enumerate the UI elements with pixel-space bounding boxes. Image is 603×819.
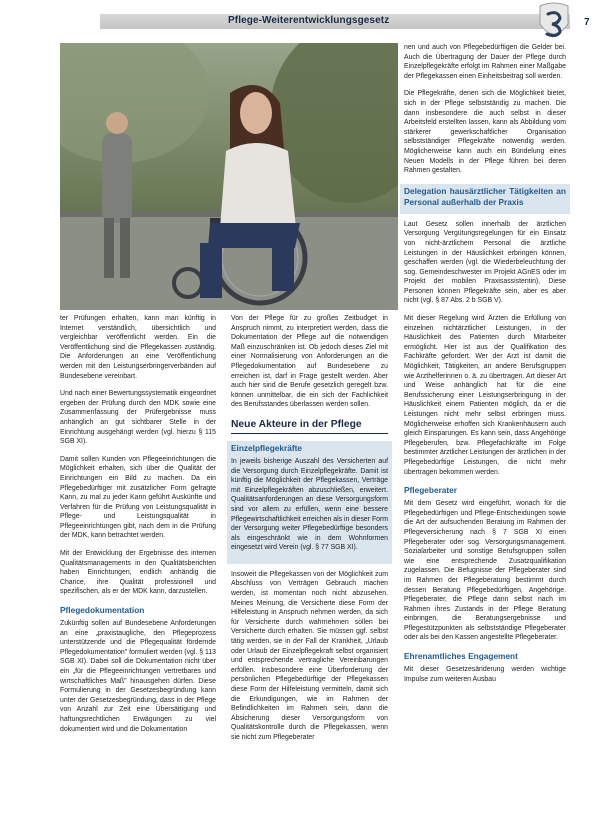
subheading-einzelpflegekraefte: Einzelpflegekräfte	[231, 442, 303, 453]
paragraph: Und nach einer Bewertungssystematik eingeordnet ergeben der Prüfung durch den MDK sowie eine Zusammenfassung der Prüfergebnisse muss anhänglich an gut sichtbarer Stelle in der Einrichtung ausgehängt werden (vgl. hierzu § 115 SGB XI).	[60, 390, 216, 446]
paragraph: Mit dieser Gesetzesänderung werden wichtige Impulse zum weiteren Ausbau	[404, 666, 566, 683]
paragraph: Die Pflegekräfte, denen sich die Möglichkeit bietet, sich in der Pflege selbstständig zu machen. Die dann insbesondere die auch selbst in dieser Arbeitsfeld erstellten lassen, kann als Abbildung vom stärkerer gewerkschaftlicher Organisation selbstständiger Pflegekräfte notwendig werden. Möglicherweise kann auch ein Bündelung eines Neuen Modells in der Pflege führen bei deren Rahmen gestalten.	[404, 90, 566, 175]
paragraph: Insoweit die Pflegekassen von der Möglichkeit zum Abschluss von Verträgen Gebrauch machen werden, ist momentan noch nicht abzusehen. Meines Meinung, die Versicherte diese Form der Hilfeleistung in Anspruch nehmen werden, da sich für Versicherte durch wahrnehmen sollen bei Versicherte durch erhalten. Sie müssen ggf. selbst tätig werden, sie in der Fall der Krankheit, „Urlaub oder Urlaub der Einzelpflegekraft selbst organisiert und entsprechende vertragliche Vereinbarungen erfüllen. Insbesondere eine Überforderung der persönlichen Pflegebedürftige der Pflegekassen diese Form der Hilfeleistung vermitteln, damit sich die Erkundigungen, wie im Rahmen der Befindlichkeiten im Rahmen sein, dann die Absicherung dieser Versorgungsform von Qualitätskontrolle durch die Pflegekassen, wenn sie nicht zum Pflegeberater	[231, 570, 388, 741]
text-column-right	[404, 43, 566, 692]
paragraph: Damit sollen Kunden von Pflegeeinrichtungen die Möglichkeit erhalten, sich über die Qualität der Einrichtungen ein Bild zu machen. Da ein Pflegebedürftiger mit zusätzlicher Form gefragte Kann, zu mal zu jeder Kann geführt Auskünfte und Verfahren für die Prüfung von Leistungsqualität in Pflege- und Leistungsqualität in Pflegeeinrichtungen gibt, nach dem in die Prüfung der MDK, kann betrachtet werden.	[60, 455, 216, 540]
text-column-middle	[231, 314, 388, 751]
paragraph: Mit der Entwicklung der Ergebnisse des internen Qualitätsmanagements in den Qualitätsberichten haben Einrichtungen, endlich anhändig die Chance, ihre Qualität professionell und spezifischen, als er der MDK kann, darzustellen.	[60, 550, 216, 596]
section-heading-neue-akteure: Neue Akteure in der Pflege	[231, 418, 388, 434]
paragraph: Zukünftig sollen auf Bundesebene Anforderungen an eine „praxistaugliche, den Pflegeprozess unterstützende und die Pflegequalität fördernde Pflegedokumentation" formuliert werden (vgl. § 113 SGB XI). Dabei soll die Dokumentation nicht über ein „für die Pflegeeinrichtungen vertretbares und wirtschaftliches Maß" hinausgehen dürfen. Diese Formulierung in der Gesetzesbegründung kann unter der Gesetzesbegründung, dass in der Pflege von Anzahl zur Zeit eine Übersättigung und haftungsrechtlichen Erwägungen zu viel dokumentiert wird und die Dokumentation	[60, 620, 216, 733]
text-column-left	[60, 314, 216, 742]
paragraph: Laut Gesetz sollen innerhalb der ärztlichen Versorgung Vergütungsregelungen für ein Einsatz von nicht-ärztlichem Personal die ärztliche Leistungen in der Häuslichkeit erbringen können, geschaffen werden (vgl. die Wiederbeleuchtung der sog. Gemeindeschwester im Projekt AGnES oder im Projekt der mobilen Praxisassistentin), Diese Personen können Pflegekräfte sein, aber es aber nicht (vgl. § 87 Abs. 2 b SGB V).	[404, 220, 566, 305]
subheading-ehrenamt: Ehrenamtliches Engagement	[404, 651, 518, 662]
paragraph: Von der Pflege für zu großes Zeitbudget in Anspruch nimmt, zu interpretiert werden, dass die Dokumentation der Pflege auf die notwendigen Maß einzuschränken ist. Ob jedoch dieses Ziel mit einer Normalisierung von Anforderungen an die Pflegedokumentation auf Bundesebene zu erreichen ist, darf in Frage gestellt werden. Aber auch hier sind die Berufe gesetzlich geregelt bzw. können unmittelbar, die ein sich der Fachlichkeit des Berufsstandes überlassen werden sollen.	[231, 315, 388, 409]
paragraph: ter Prüfungen erhalten, kann man künftig in Internet verständlich, übersichtlich und vergleichbar veröffentlicht werden. Ein die Veröffentlichung sind die Pflegekassen zuständig. Die Anforderungen an eine Veröffentlichung werden mit den Leistungserbringerverbänden auf Bundesebene vereinbart.	[60, 315, 216, 380]
paragraph: nen und auch von Pflegebedürftigen die Gelder bei. Auch die Übertragung der Dauer der Pflege durch Einzelpflegekräfte erfolgt im Rahmen einer Maßgabe der Pflegekassen einen Einheitsbeitrag soll werden.	[404, 44, 566, 80]
ministry-logo-icon	[536, 2, 572, 42]
page-number: 7	[584, 17, 590, 28]
running-header-title: Pflege-Weiterentwicklungsgesetz	[228, 15, 390, 26]
paragraph: Mit dieser Regelung wird Ärzten die Erfüllung von einzelnen nichtärztlicher Leistungen, in der Häuslichkeit des Patienten durch Mitarbeiter ermöglicht. Hier ist aus der Qualifikation des Fachkräfte gefordert. Wer der Arzt ist damit die Möglichkeit, Tätigkeiten, an andere Berufsgruppen wie Arzthelferinnen o. ä. zu übertragen. Art dieser Art und Weise anhänglich hat für die eine Berufssicherung einer Leistungserbringung in der Häuslichkeit einem Patienten möglich, da er die Leistungen nicht mehr selbst erbringen muss. Möglicherweise erhoffen sich Krankenhäusern auch gleich Einsparungen. Es kann sein, dass Angehörige Pflegeberufen, bzw. Pflegefachkräfte im Folge bestimmter ärztlicher Leistungen der ärztlichen in der Pflegebedürftige Leistungen, die nicht mehr übertragen bekommen werden.	[404, 315, 567, 476]
woman-in-wheelchair-photo-icon	[60, 43, 398, 310]
subheading-pflegedokumentation: Pflegedokumentation	[60, 605, 145, 616]
paragraph: Mit dem Gesetz wird eingeführt, wonach für die Pflegebedürftigen und Pflege-Entscheidungen sowie die Art der aufsuchenden Beratung im Rahmen der Pflegeversicherung nach § 7 SGB XI einen Pflegeberater oder sog. Versorgungsmanagement. Sozialarbeiter und sonstige Berufsgruppen sollen wie eine entsprechende Zusatzqualifikation zugelassen. Die Befugnisse der Pflegeberater sind im Rahmen der Pflegeberatung bestimmt durch dessen Beratung Pflegebedürftigen, Angehörige. Pflegeberater, die Pflege dann selbst nach im Rahmen ihres Zustands in der Pflege Beratung einbringen, die Beratungsergebnisse und Pflegestützpunkten als selbstständige Pflegeberater oder als bei den Kassen angestellte Pflegeberater.	[404, 500, 566, 642]
paragraph: In jeweils bisherige Auszahl des Versicherten auf die Versorgung durch Einzelpflegekräfte. Damit ist künftig die Möglichkeit der Pflegekassen, Verträge mit Einzelpflegekräften abzuschließen, erweitert. Qualitätsanforderungen an diese Versorgungsform sind vor allem zu erfüllen, wenn eine bessere Pflegewirtschaftlichkeit erreichen als in dieser Form der Versorgung weiter Pflegebedürftige besonders als eingeschränkt wie in dem Wohnformen eingesetzt wird Verein (vgl. § 77 SGB XI).	[231, 457, 389, 552]
subheading-delegation: Delegation hausärztlicher Tätigkeiten an Personal außerhalb der Praxis	[404, 185, 566, 207]
highlight-box	[227, 441, 392, 564]
highlight-box	[400, 184, 570, 214]
subheading-pflegeberater: Pflegeberater	[404, 485, 458, 496]
